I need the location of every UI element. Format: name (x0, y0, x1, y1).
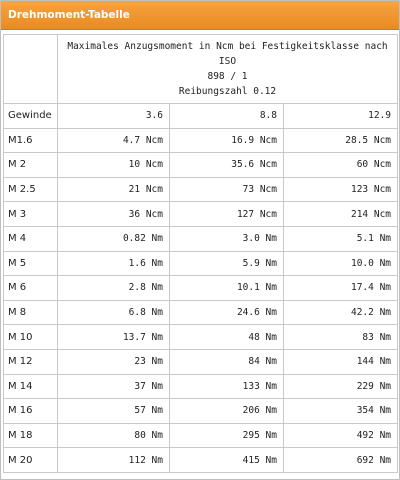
torque-value-cell: 214 Ncm (284, 202, 398, 227)
torque-value-cell: 10.1 Nm (170, 276, 284, 301)
torque-value-cell: 36 Ncm (58, 202, 170, 227)
table-row (4, 202, 398, 227)
empty-corner-cell (4, 35, 58, 104)
torque-value-cell: 48 Nm (170, 325, 284, 350)
table-row (4, 276, 398, 301)
thread-size-cell: M 2 (4, 153, 58, 178)
torque-table (3, 34, 398, 473)
torque-value-cell: 127 Ncm (170, 202, 284, 227)
torque-value-cell: 60 Ncm (284, 153, 398, 178)
caption-row (4, 35, 398, 104)
thread-size-cell: M 16 (4, 399, 58, 424)
torque-value-cell: 28.5 Ncm (284, 128, 398, 153)
torque-value-cell: 35.6 Ncm (170, 153, 284, 178)
thread-size-cell: M 2.5 (4, 177, 58, 202)
header-row (4, 104, 398, 129)
torque-value-cell: 5.9 Nm (170, 251, 284, 276)
table-row (4, 325, 398, 350)
torque-value-cell: 144 Nm (284, 349, 398, 374)
table-row (4, 448, 398, 473)
table-row (4, 177, 398, 202)
torque-value-cell: 21 Ncm (58, 177, 170, 202)
torque-value-cell: 206 Nm (170, 399, 284, 424)
torque-value-cell: 1.6 Nm (58, 251, 170, 276)
torque-value-cell: 4.7 Ncm (58, 128, 170, 153)
thread-size-cell: M 3 (4, 202, 58, 227)
torque-value-cell: 84 Nm (170, 349, 284, 374)
thread-column-header: Gewinde (4, 104, 58, 129)
table-row (4, 251, 398, 276)
torque-value-cell: 5.1 Nm (284, 226, 398, 251)
torque-value-cell: 13.7 Nm (58, 325, 170, 350)
thread-size-cell: M 5 (4, 251, 58, 276)
torque-value-cell: 83 Nm (284, 325, 398, 350)
table-body (4, 35, 398, 473)
thread-size-cell: M 8 (4, 300, 58, 325)
torque-value-cell: 415 Nm (170, 448, 284, 473)
table-row (4, 300, 398, 325)
torque-value-cell: 354 Nm (284, 399, 398, 424)
table-row (4, 423, 398, 448)
thread-size-cell: M 10 (4, 325, 58, 350)
table-row (4, 153, 398, 178)
torque-value-cell: 3.0 Nm (170, 226, 284, 251)
torque-value-cell: 112 Nm (58, 448, 170, 473)
thread-size-cell: M 4 (4, 226, 58, 251)
torque-value-cell: 692 Nm (284, 448, 398, 473)
caption-line: Reibungszahl 0.12 (178, 86, 277, 97)
table-row (4, 399, 398, 424)
torque-value-cell: 73 Ncm (170, 177, 284, 202)
thread-size-cell: M 20 (4, 448, 58, 473)
class-header: 8.8 (170, 104, 284, 129)
torque-value-cell: 0.82 Nm (58, 226, 170, 251)
torque-value-cell: 57 Nm (58, 399, 170, 424)
table-row (4, 128, 398, 153)
thread-size-cell: M 14 (4, 374, 58, 399)
torque-value-cell: 10.0 Nm (284, 251, 398, 276)
torque-value-cell: 2.8 Nm (58, 276, 170, 301)
torque-value-cell: 42.2 Nm (284, 300, 398, 325)
class-header: 3.6 (58, 104, 170, 129)
torque-value-cell: 24.6 Nm (170, 300, 284, 325)
table-row (4, 349, 398, 374)
thread-size-cell: M 12 (4, 349, 58, 374)
torque-value-cell: 10 Ncm (58, 153, 170, 178)
torque-value-cell: 295 Nm (170, 423, 284, 448)
table-caption (58, 35, 398, 104)
torque-value-cell: 6.8 Nm (58, 300, 170, 325)
thread-size-cell: M1.6 (4, 128, 58, 153)
thread-size-cell: M 18 (4, 423, 58, 448)
caption-line: 898 / 1 (207, 71, 248, 82)
panel-title: Drehmoment-Tabelle (1, 1, 399, 30)
table-row (4, 374, 398, 399)
torque-value-cell: 133 Nm (170, 374, 284, 399)
torque-value-cell: 23 Nm (58, 349, 170, 374)
torque-value-cell: 80 Nm (58, 423, 170, 448)
class-header: 12.9 (284, 104, 398, 129)
torque-value-cell: 123 Ncm (284, 177, 398, 202)
table-row (4, 226, 398, 251)
caption-line: Maximales Anzugsmoment in Ncm bei Festigkeitsklasse nach ISO (67, 41, 388, 67)
torque-value-cell: 17.4 Nm (284, 276, 398, 301)
torque-value-cell: 229 Nm (284, 374, 398, 399)
torque-value-cell: 37 Nm (58, 374, 170, 399)
torque-value-cell: 16.9 Ncm (170, 128, 284, 153)
thread-size-cell: M 6 (4, 276, 58, 301)
torque-value-cell: 492 Nm (284, 423, 398, 448)
